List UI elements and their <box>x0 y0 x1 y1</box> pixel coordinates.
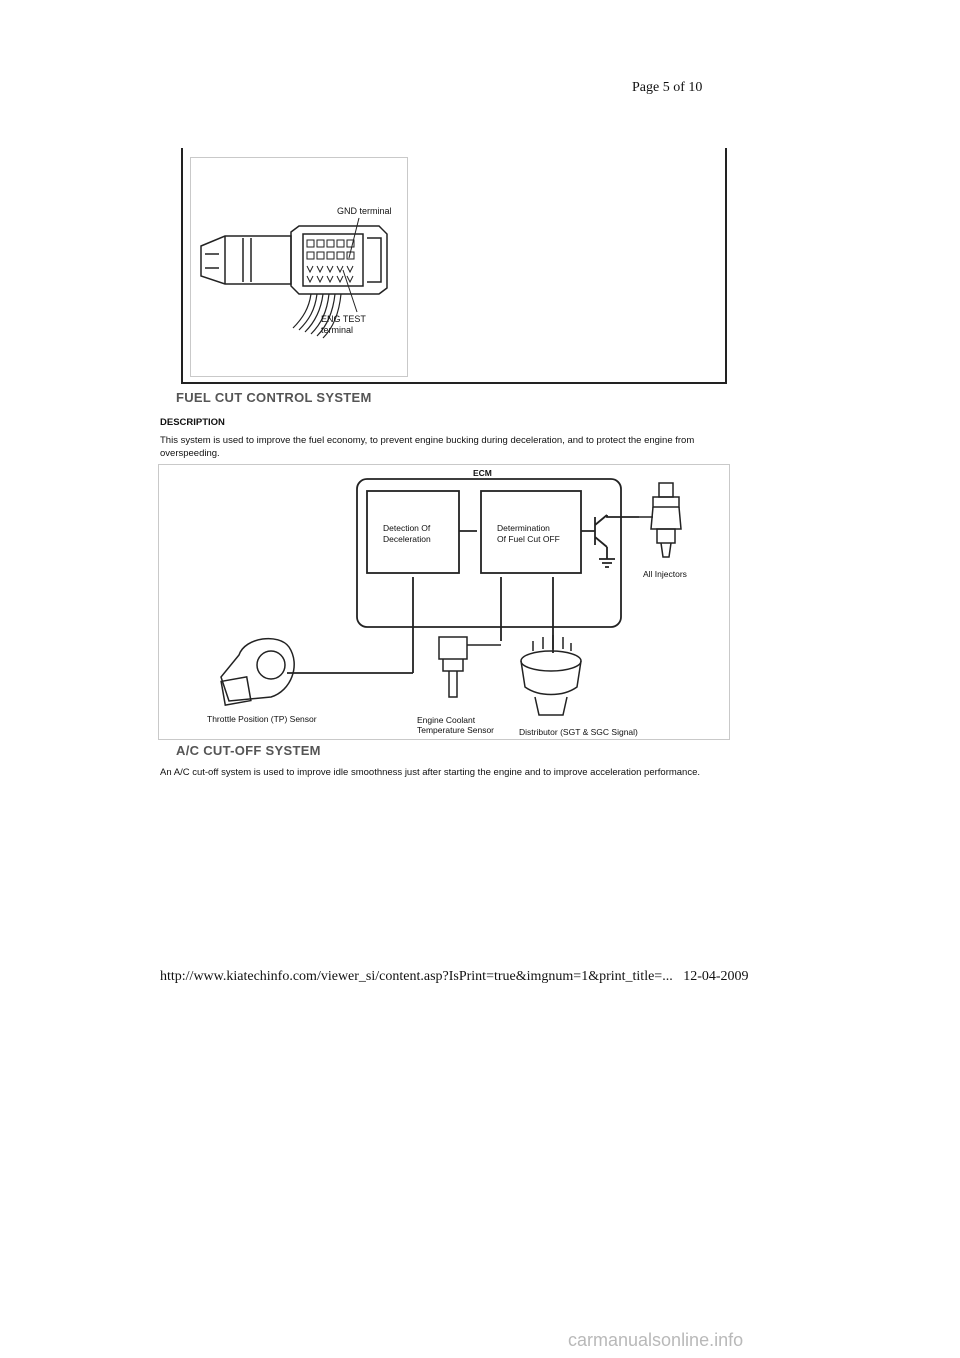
ecm-block-diagram <box>158 464 730 740</box>
description-text: This system is used to improve the fuel economy, to prevent engine bucking during deceleration, and to protect the engine from overspeeding. <box>160 435 695 459</box>
injectors-label: All Injectors <box>643 569 687 579</box>
ac-cutoff-text: An A/C cut-off system is used to improve idle smoothness just after starting the engine and to improve acceleration performance. <box>160 767 701 778</box>
eng-test-label-2: terminal <box>321 325 354 335</box>
description-heading: DESCRIPTION <box>160 417 225 428</box>
determination-label-2: Of Fuel Cut OFF <box>497 534 560 544</box>
eng-test-label-1: ENG TEST <box>321 314 366 324</box>
determination-label-1: Determination <box>497 523 550 533</box>
distributor-label: Distributor (SGT & SGC Signal) <box>519 727 638 737</box>
ecm-label: ECM <box>473 468 492 478</box>
watermark: carmanualsonline.info <box>568 1330 744 1350</box>
connector-illustration <box>191 158 407 376</box>
coolant-sensor-label-2: Temperature Sensor <box>417 725 495 735</box>
tp-sensor-label: Throttle Position (TP) Sensor <box>207 714 317 724</box>
detection-label-2: Deceleration <box>383 534 431 544</box>
ecm-diagram-svg <box>159 465 729 739</box>
coolant-sensor-label-1: Engine Coolant <box>417 715 476 725</box>
footer-url: http://www.kiatechinfo.com/viewer_si/content.asp?IsPrint=true&imgnum=1&print_title=... 12-04-2009 <box>160 969 749 984</box>
fuel-cut-heading: FUEL CUT CONTROL SYSTEM <box>176 390 372 405</box>
gnd-terminal-label: GND terminal <box>337 206 392 216</box>
page-number: Page 5 of 10 <box>632 80 703 95</box>
ac-cutoff-heading: A/C CUT-OFF SYSTEM <box>176 743 321 758</box>
connector-figure <box>190 157 408 377</box>
detection-label-1: Detection Of <box>383 523 431 533</box>
